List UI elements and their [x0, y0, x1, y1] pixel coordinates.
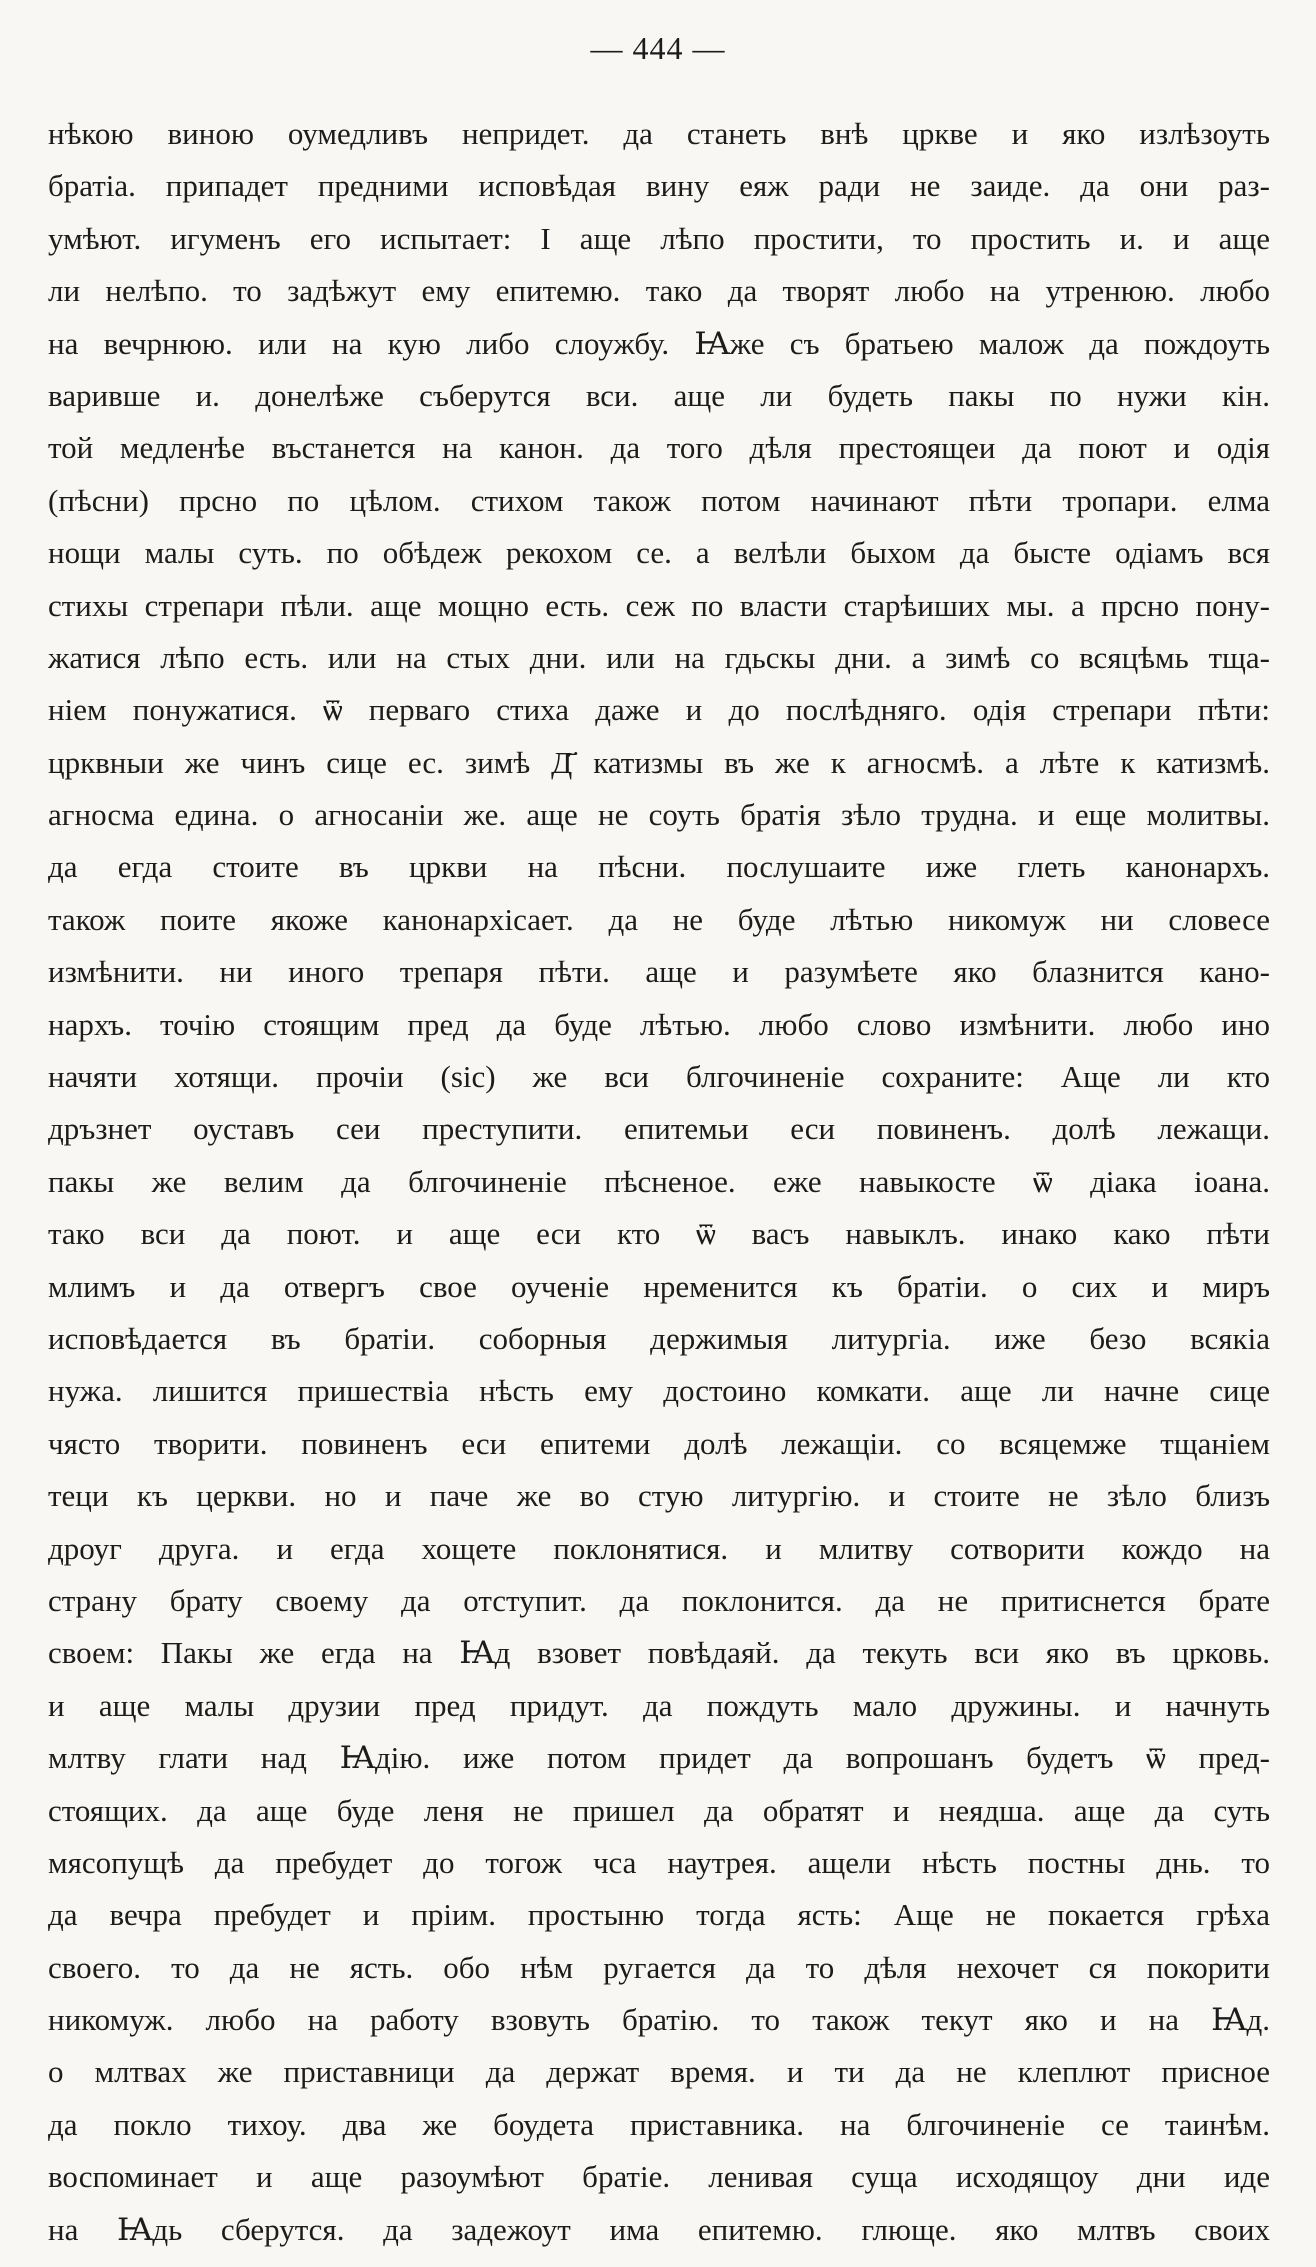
- text-line: (пѣсни) прсно по цѣлом. стихом також потом начинают пѣти тропари. елма: [48, 482, 1270, 518]
- text-line: на вечрнюю. или на кую либо слоужбу. Ꙗже съ братьею малож да пождоуть: [48, 325, 1270, 361]
- text-line: стихы стрепари пѣли. аще мощно есть. сеж по власти старѣиших мы. а прсно пону-: [48, 587, 1270, 623]
- text-line: ніем понужатися. ѿ перваго стиха даже и до послѣдняго. одія стрепари пѣти:: [48, 692, 1270, 728]
- text-line: млтву глати над Ꙗдію. иже потом придет да вопрошанъ будетъ ѿ пред-: [48, 1740, 1270, 1776]
- text-line: исповѣдается въ братіи. соборныя держимыя литургіа. иже безо всякіа: [48, 1320, 1270, 1356]
- text-line: и аще малы друзии пред придут. да пождуть мало дружины. и начнуть: [48, 1687, 1270, 1723]
- text-line: о млтвах же приставници да держат время. и ти да не клеплют присное: [48, 2054, 1270, 2090]
- text-line: також поите якоже канонархісает. да не буде лѣтью никомуж ни словесе: [48, 901, 1270, 937]
- text-line: да вечра пребудет и пріим. простыню тогда ясть: Аще не покается грѣха: [48, 1897, 1270, 1933]
- text-line: нархъ. точію стоящим пред да буде лѣтью. любо слово измѣнити. любо ино: [48, 1006, 1270, 1042]
- text-line: чясто творити. повиненъ еси епитеми долѣ лежащіи. со всяцемже тщаніем: [48, 1425, 1270, 1461]
- text-line: нощи малы суть. по обѣдеж рекохом се. а велѣли быхом да бысте одіамъ вся: [48, 535, 1270, 571]
- text-line: млимъ и да отвергъ свое оученіе нременится къ братіи. о сих и миръ: [48, 1268, 1270, 1304]
- text-line: нѣкою виною оумедливъ непридет. да станеть внѣ цркве и яко излѣзоуть: [48, 116, 1270, 151]
- text-line: той медленѣе въстанется на канон. да того дѣля престоящеи да поют и одія: [48, 430, 1270, 466]
- text-line: стоящих. да аще буде леня не пришел да обратят и неядша. аще да суть: [48, 1792, 1270, 1828]
- text-line: варивше и. донелѣже съберутся вси. аще ли будеть пакы по нужи кін.: [48, 377, 1270, 413]
- text-line: своем: Пакы же егда на Ꙗд взовет повѣдаяй. да текуть вси яко въ црковь.: [48, 1635, 1270, 1671]
- text-line: теци къ церкви. но и паче же во стую литургію. и стоите не зѣло близъ: [48, 1478, 1270, 1514]
- text-line: братіа. припадет предними исповѣдая вину еяж ради не заиде. да они раз-: [48, 168, 1270, 204]
- text-line: жатися лѣпо есть. или на стых дни. или на гдьскы дни. а зимѣ со всяцѣмь тща-: [48, 639, 1270, 675]
- text-line: ли нелѣпо. то задѣжут ему епитемю. тако да творят любо на утренюю. любо: [48, 273, 1270, 309]
- page-number: — 444 —: [590, 30, 726, 66]
- text-line: тако вси да поют. и аще еси кто ѿ васъ навыклъ. инако како пѣти: [48, 1216, 1270, 1252]
- text-line: воспоминает и аще разоумѣют братіе. ленивая суща исходящоу дни иде: [48, 2159, 1270, 2195]
- text-line: да покло тихоу. два же боудета приставника. на блгочиненіе се таинѣм.: [48, 2106, 1270, 2142]
- text-line: дръзнет оуставъ сеи преступити. епитемьи еси повиненъ. долѣ лежащи.: [48, 1111, 1270, 1147]
- body-text: [48, 108, 1270, 2258]
- text-line: страну брату своему да отступит. да поклонится. да не притиснется брате: [48, 1582, 1270, 1618]
- text-line: да егда стоите въ цркви на пѣсни. послушаите иже глеть канонархъ.: [48, 849, 1270, 885]
- text-line: никомуж. любо на работу взовуть братію. то також текут яко и на Ꙗд.: [48, 2002, 1270, 2038]
- text-line: нужа. лишится пришествіа нѣсть ему достоино комкати. аще ли начне сице: [48, 1373, 1270, 1409]
- text-line: своего. то да не ясть. обо нѣм ругается да то дѣля нехочет ся покорити: [48, 1949, 1270, 1985]
- text-line: измѣнити. ни иного трепаря пѣти. аще и разумѣете яко блазнится кано-: [48, 954, 1270, 990]
- text-line: умѣют. игуменъ его испытает: І аще лѣпо простити, то простить и. и аще: [48, 220, 1270, 256]
- text-line: агносма едина. о агносаніи же. аще не соуть братія зѣло трудна. и еще молитвы.: [48, 797, 1270, 833]
- text-line: дроуг друга. и егда хощете поклонятися. и млитву сотворити кождо на: [48, 1530, 1270, 1566]
- text-line: начяти хотящи. прочіи (sic) же вси блгочиненіе сохраните: Аще ли кто: [48, 1059, 1270, 1095]
- text-line: мясопущѣ да пребудет до тогож чса наутрея. ащели нѣсть постны днь. то: [48, 1844, 1270, 1880]
- text-line: на Ꙗдь сберутся. да задежоут има епитемю. глюще. яко млтвъ своих: [48, 2211, 1270, 2247]
- text-line: пакы же велим да блгочиненіе пѣсненое. еже навыкосте ѿ діака іоана.: [48, 1163, 1270, 1199]
- text-line: црквныи же чинъ сице ес. зимѣ Д҃ катизмы въ же к агносмѣ. а лѣте к катизмѣ.: [48, 744, 1270, 780]
